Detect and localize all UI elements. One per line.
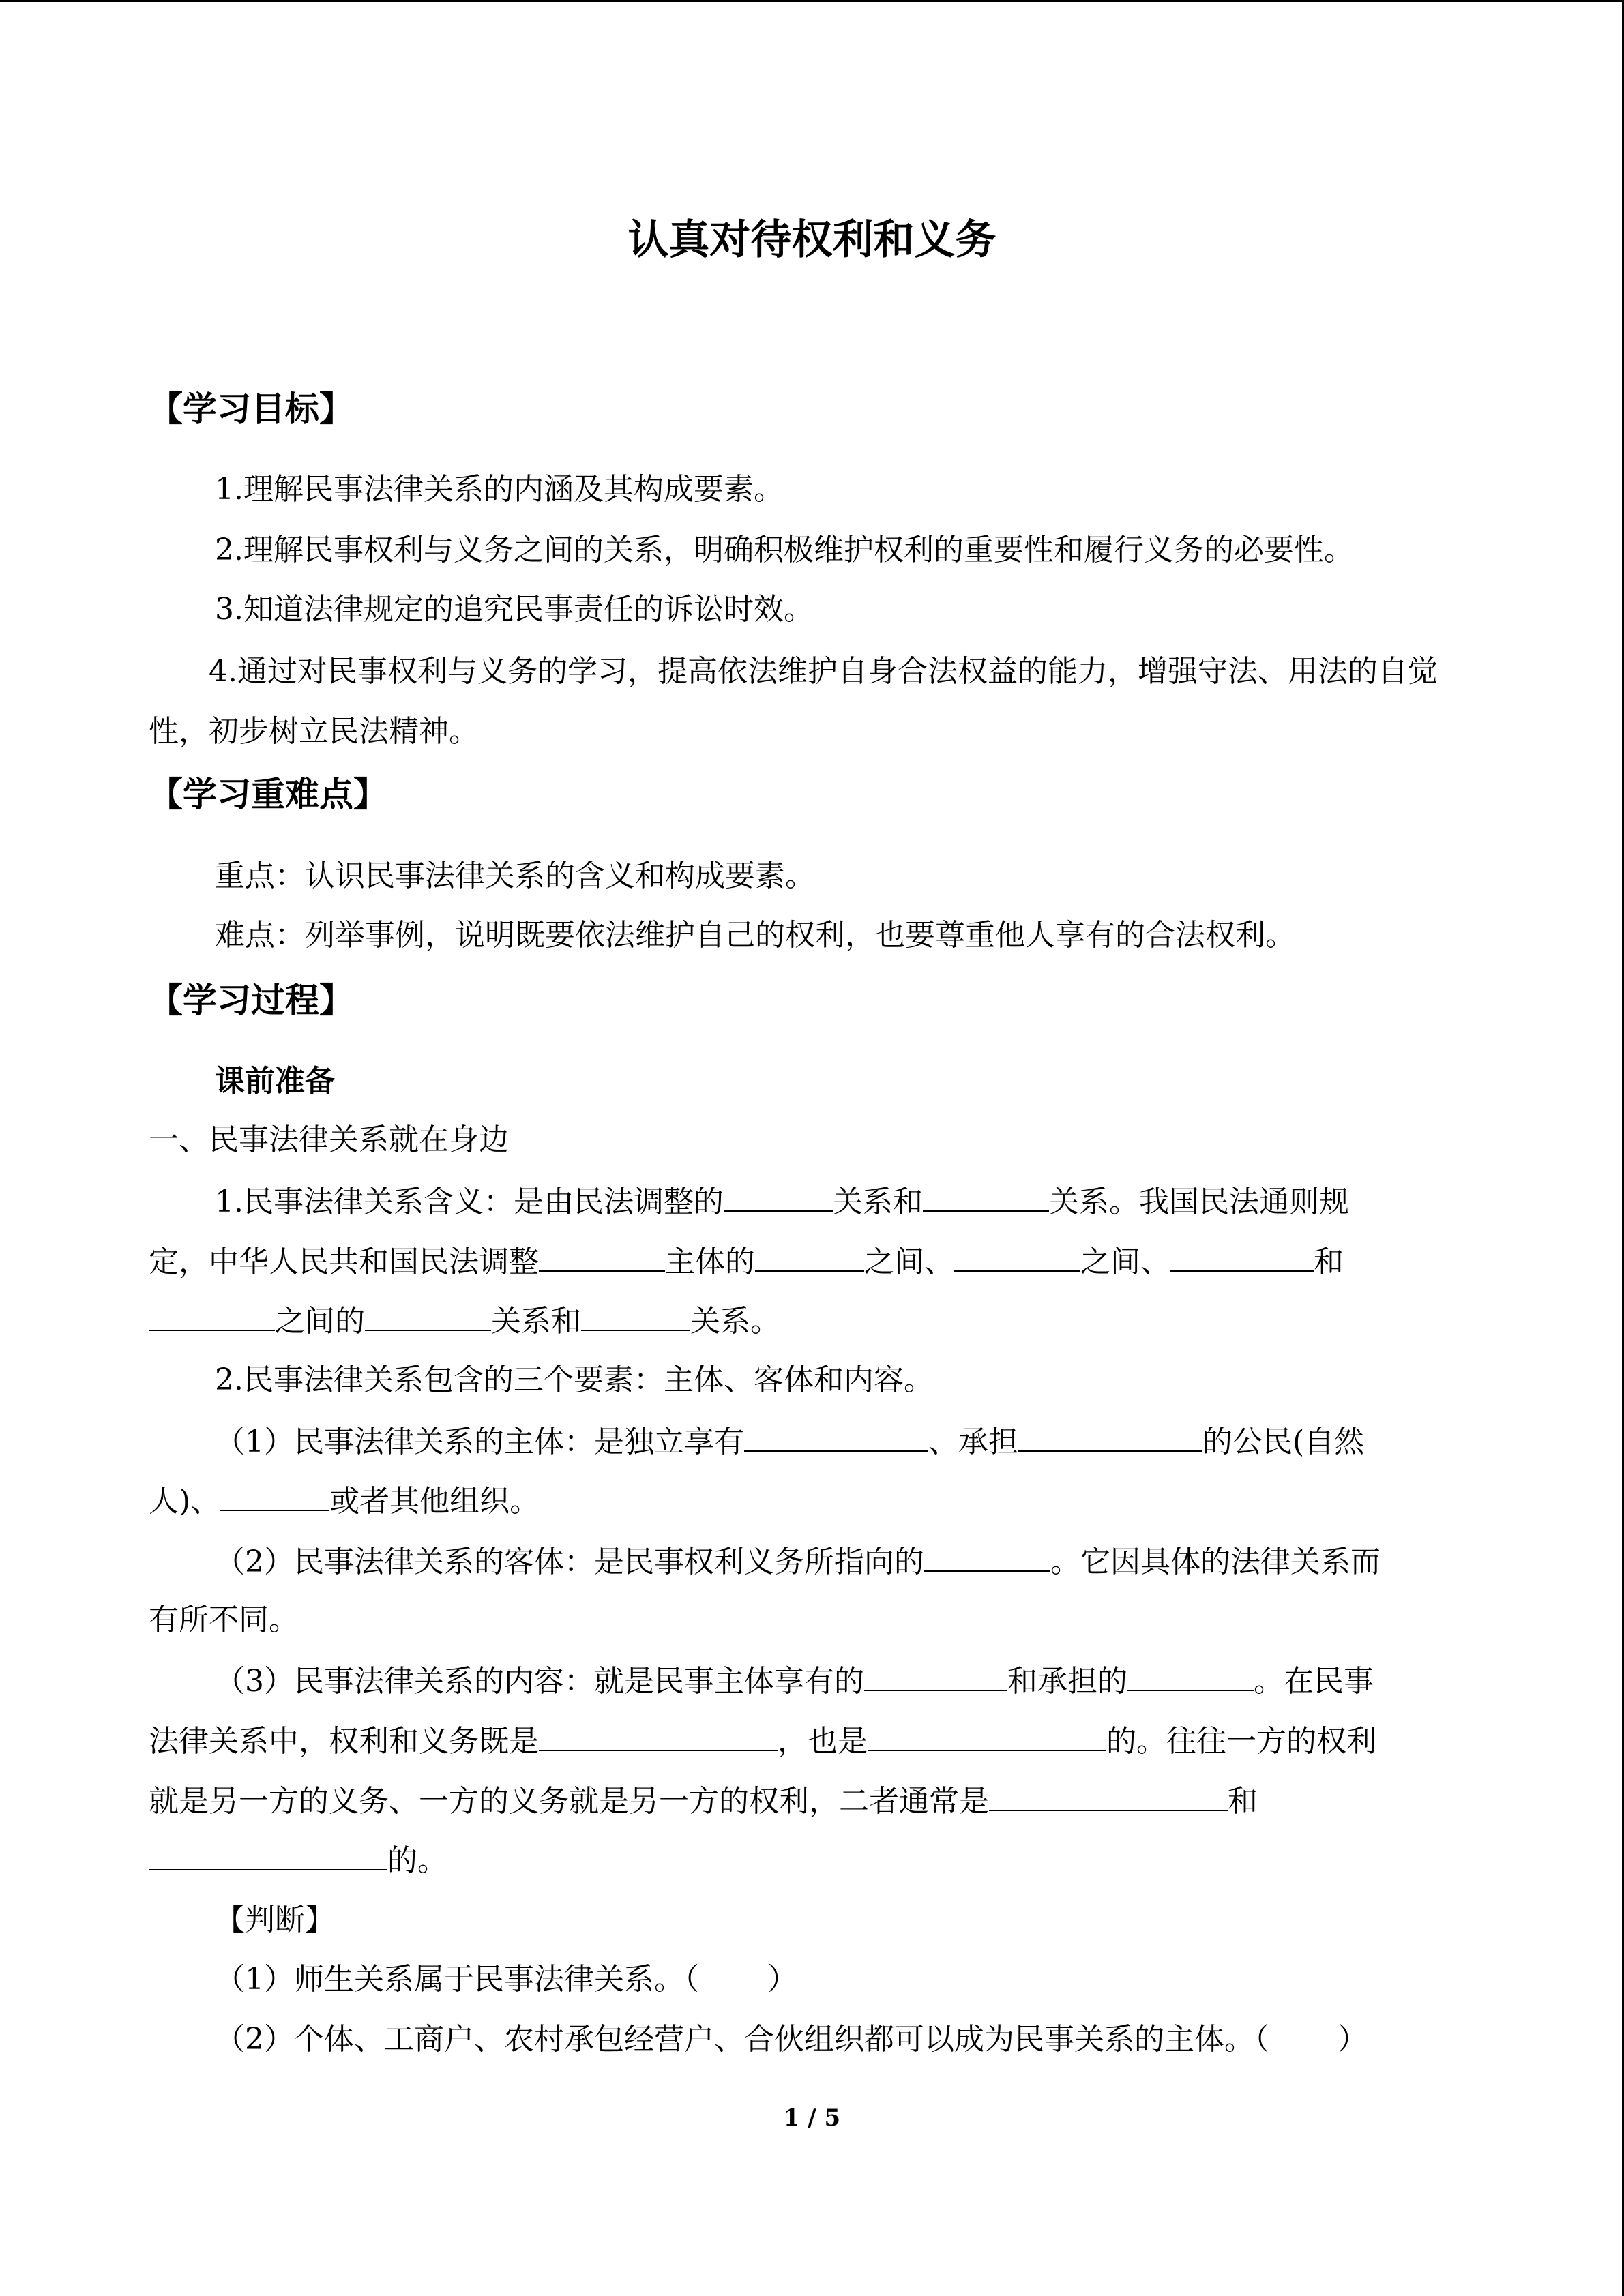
difficult-point-text: 难点：列举事例，说明既要依法维护自己的权利，也要尊重他人享有的合法权利。 xyxy=(215,918,1295,953)
judge-1-text: （1）师生关系属于民事法律关系。（ xyxy=(215,1962,699,1997)
q1-text-h: 和 xyxy=(1314,1244,1344,1279)
answer-blank[interactable] xyxy=(1018,1420,1202,1452)
answer-blank[interactable] xyxy=(755,1240,864,1272)
objective-item-2: 2.理解民事权利与义务之间的关系，明确积极维护权利的重要性和履行义务的必要性。 xyxy=(215,533,1354,567)
q2-1-text-b: 、承担 xyxy=(928,1425,1018,1459)
q2-3-text-b: 和承担的 xyxy=(1007,1664,1127,1699)
objective-item-3: 3.知道法律规定的追究民事责任的诉讼时效。 xyxy=(215,592,814,627)
q2-text: 2.民事法律关系包含的三个要素：主体、客体和内容。 xyxy=(215,1362,934,1397)
answer-blank[interactable] xyxy=(868,1720,1106,1751)
judge-1-end: ） xyxy=(767,1962,797,1997)
answer-blank[interactable] xyxy=(149,1839,387,1870)
q2-3-line-1 xyxy=(215,1660,1374,1702)
answer-blank[interactable] xyxy=(539,1240,665,1272)
q1-text-d: 定，中华人民共和国民法调整 xyxy=(149,1244,539,1279)
answer-blank[interactable] xyxy=(954,1240,1080,1272)
q2-3-line-4 xyxy=(149,1839,447,1881)
answer-blank[interactable] xyxy=(924,1540,1050,1572)
judge-item-1 xyxy=(215,1959,797,2000)
key-point-text: 重点：认识民事法律关系的含义和构成要素。 xyxy=(215,859,815,893)
q2-3-line-3 xyxy=(149,1780,1258,1822)
answer-blank[interactable] xyxy=(581,1300,690,1331)
q2-3-text-g: 就是另一方的义务、一方的义务就是另一方的权利，二者通常是 xyxy=(149,1784,989,1819)
process-heading: 【学习过程】 xyxy=(149,981,353,1020)
answer-blank[interactable] xyxy=(864,1660,1007,1691)
key-points-heading: 【学习重难点】 xyxy=(149,775,387,814)
q2-1-line-2 xyxy=(149,1480,540,1522)
page-number: 1 / 5 xyxy=(783,2104,841,2132)
q1-text-f: 之间、 xyxy=(864,1244,954,1279)
q2-1-text-c: 的公民(自然 xyxy=(1202,1425,1365,1459)
q2-1-text-a: （1）民事法律关系的主体：是独立享有 xyxy=(215,1425,744,1459)
q1-line-1 xyxy=(215,1180,1349,1223)
judge-2-text: （2）个体、工商户、农村承包经营户、合伙组织都可以成为民事关系的主体。（ xyxy=(215,2022,1269,2057)
objective-item-1: 1.理解民事法律关系的内涵及其构成要素。 xyxy=(215,472,784,507)
q1-text-k: 关系。 xyxy=(690,1304,780,1339)
q1-text-j: 关系和 xyxy=(491,1304,581,1339)
judge-label: 【判断】 xyxy=(215,1903,335,1937)
objectives-heading: 【学习目标】 xyxy=(149,389,353,429)
q1-text-b: 关系和 xyxy=(832,1184,923,1219)
q2-2-text-a: （2）民事法律关系的客体：是民事权利义务所指向的 xyxy=(215,1545,924,1579)
q1-text-e: 主体的 xyxy=(665,1244,755,1279)
answer-blank[interactable] xyxy=(1170,1240,1314,1272)
q2-3-text-i: 的。 xyxy=(387,1843,447,1878)
q1-text-c: 关系。我国民法通则规 xyxy=(1048,1184,1349,1219)
part1-title: 一、民事法律关系就在身边 xyxy=(149,1122,509,1157)
q1-text-i: 之间的 xyxy=(275,1304,365,1339)
q1-text-g: 之间、 xyxy=(1080,1244,1170,1279)
q2-3-line-2 xyxy=(149,1720,1376,1762)
q2-3-text-d: 法律关系中，权利和义务既是 xyxy=(149,1724,539,1759)
judge-2-end: ） xyxy=(1338,2022,1368,2057)
q2-2-line-2: 有所不同。 xyxy=(149,1602,299,1637)
q2-2-line-1 xyxy=(215,1540,1381,1583)
answer-blank[interactable] xyxy=(724,1180,833,1212)
objective-item-4: 4.通过对民事权利与义务的学习，提高依法维护自身合法权益的能力，增强守法、用法的自觉性，初步树立民法精神。 xyxy=(149,654,1438,749)
answer-blank[interactable] xyxy=(220,1480,329,1511)
prep-subheading: 课前准备 xyxy=(215,1064,335,1099)
judge-item-2 xyxy=(215,2019,1368,2060)
q2-1-text-d: 人)、 xyxy=(149,1484,221,1519)
q2-3-text-f: 的。往往一方的权利 xyxy=(1106,1724,1376,1759)
answer-blank[interactable] xyxy=(149,1300,275,1331)
answer-blank[interactable] xyxy=(1127,1660,1254,1691)
page-border-top xyxy=(0,0,1624,2)
q2-3-text-e: ，也是 xyxy=(778,1724,868,1759)
q1-line-2 xyxy=(149,1240,1344,1283)
answer-blank[interactable] xyxy=(539,1720,778,1751)
q2-3-text-h: 和 xyxy=(1228,1784,1258,1819)
q1-line-3 xyxy=(149,1300,780,1342)
page-title: 认真对待权利和义务 xyxy=(628,216,996,264)
q2-1-text-e: 或者其他组织。 xyxy=(329,1484,540,1519)
q2-2-text-b: 。它因具体的法律关系而 xyxy=(1050,1545,1381,1579)
q2-3-text-c: 。在民事 xyxy=(1254,1664,1374,1699)
answer-blank[interactable] xyxy=(744,1420,928,1452)
q1-text-a: 1.民事法律关系含义：是由民法调整的 xyxy=(215,1184,724,1219)
answer-blank[interactable] xyxy=(923,1180,1049,1212)
q2-3-text-a: （3）民事法律关系的内容：就是民事主体享有的 xyxy=(215,1664,864,1699)
answer-blank[interactable] xyxy=(365,1300,491,1331)
answer-blank[interactable] xyxy=(989,1780,1228,1811)
q2-1-line-1 xyxy=(215,1420,1364,1463)
